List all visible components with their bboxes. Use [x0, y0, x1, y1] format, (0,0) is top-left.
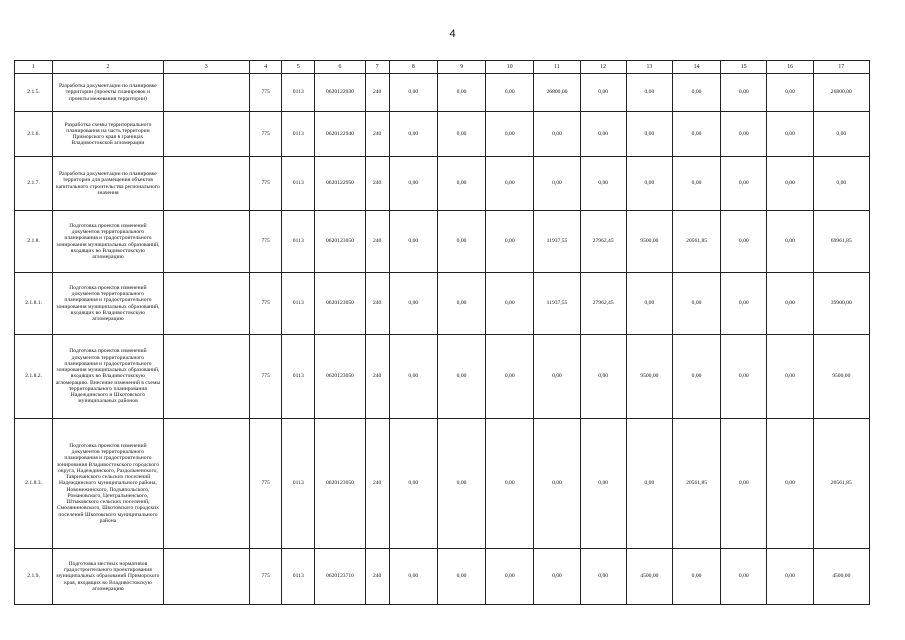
- value-col-11: 11937,55: [534, 211, 580, 273]
- value-col-8: 0,00: [389, 74, 437, 112]
- grbs-code: 775: [250, 74, 282, 112]
- value-col-15: 0,00: [721, 112, 767, 157]
- target-article-code: 0620122930: [315, 74, 365, 112]
- value-col-9: 0,00: [437, 273, 485, 335]
- table-body: [15, 74, 870, 605]
- grbs-code: 775: [250, 112, 282, 157]
- table-row: [15, 211, 870, 273]
- grbs-code: 775: [250, 211, 282, 273]
- value-col-11: 11937,55: [534, 273, 580, 335]
- table-row: [15, 273, 870, 335]
- column-header: 8: [389, 61, 437, 74]
- empty-cell: [163, 74, 249, 112]
- item-name: Подготовка проектов изменений документов территориального планирования и градостроительного зонирования муниципальных образований, входящих во Владивостокскую агломерацию: [53, 211, 164, 273]
- grbs-code: 775: [250, 273, 282, 335]
- expense-type-code: 240: [365, 112, 389, 157]
- row-number: 2.1.9.: [15, 549, 53, 605]
- value-col-10: 0,00: [486, 549, 534, 605]
- value-col-16: 0,00: [767, 157, 813, 211]
- expense-type-code: 240: [365, 419, 389, 549]
- row-number: 2.1.8.: [15, 211, 53, 273]
- grbs-code: 775: [250, 419, 282, 549]
- value-col-8: 0,00: [389, 273, 437, 335]
- target-article-code: 0620123710: [315, 549, 365, 605]
- total-value: 9500,00: [813, 335, 869, 419]
- column-header: 16: [767, 61, 813, 74]
- value-col-8: 0,00: [389, 112, 437, 157]
- table-row: [15, 549, 870, 605]
- value-col-15: 0,00: [721, 273, 767, 335]
- value-col-9: 0,00: [437, 112, 485, 157]
- target-article-code: 0620123050: [315, 419, 365, 549]
- expense-type-code: 240: [365, 273, 389, 335]
- section-code: 0113: [282, 419, 315, 549]
- column-header: 17: [813, 61, 869, 74]
- item-name: Подготовка проектов изменений документов территориального планирования и градостроительного зонирования муниципальных образований, входящих во Владивостокскую агломерацию: [53, 273, 164, 335]
- value-col-10: 0,00: [486, 211, 534, 273]
- value-col-16: 0,00: [767, 335, 813, 419]
- value-col-8: 0,00: [389, 211, 437, 273]
- value-col-14: 0,00: [672, 157, 720, 211]
- value-col-14: 0,00: [672, 335, 720, 419]
- section-code: 0113: [282, 335, 315, 419]
- item-name: Разработка документации по планировке территории (проекты планировок и проекты межевания территории): [53, 74, 164, 112]
- value-col-16: 0,00: [767, 419, 813, 549]
- value-col-16: 0,00: [767, 112, 813, 157]
- page-number: 4: [449, 28, 456, 40]
- row-number: 2.1.8.1.: [15, 273, 53, 335]
- header-row: [15, 61, 870, 74]
- value-col-11: 26800,00: [534, 74, 580, 112]
- value-col-15: 0,00: [721, 157, 767, 211]
- column-header: 3: [163, 61, 249, 74]
- grbs-code: 775: [250, 549, 282, 605]
- table-row: [15, 157, 870, 211]
- value-col-12: 0,00: [580, 419, 626, 549]
- item-name: Разработка схемы территориального планирования на часть территории Приморского края в границах Владивостокской агломерации: [53, 112, 164, 157]
- value-col-11: 0,00: [534, 549, 580, 605]
- value-col-9: 0,00: [437, 549, 485, 605]
- target-article-code: 0620123050: [315, 211, 365, 273]
- empty-cell: [163, 112, 249, 157]
- target-article-code: 0620123050: [315, 273, 365, 335]
- item-name: Подготовка местных нормативов градостроительного проектирования муниципальных образований Приморского края, входящих во Владивостокскую агломерацию: [53, 549, 164, 605]
- empty-cell: [163, 549, 249, 605]
- column-header: 11: [534, 61, 580, 74]
- section-code: 0113: [282, 549, 315, 605]
- expense-type-code: 240: [365, 157, 389, 211]
- column-header: 6: [315, 61, 365, 74]
- item-name: Подготовка проектов изменений документов территориального планирования и градостроительного зонирования Владивостокского городского округа, Надеждинского, Раздольненского, Тавричанского сельских поселений Надеждинского муниципального района, Новонежинского, Подъяпольского, Романовского, Центральненского, Штыковского сельских поселений, Смоляниновского, Шкотовского городских поселений Шкотовского муниципального района: [53, 419, 164, 549]
- row-number: 2.1.7.: [15, 157, 53, 211]
- value-col-12: 0,00: [580, 74, 626, 112]
- value-col-8: 0,00: [389, 157, 437, 211]
- budget-table: [14, 60, 870, 605]
- value-col-15: 0,00: [721, 549, 767, 605]
- column-header: 9: [437, 61, 485, 74]
- value-col-11: 0,00: [534, 112, 580, 157]
- section-code: 0113: [282, 273, 315, 335]
- value-col-9: 0,00: [437, 157, 485, 211]
- total-value: 0,00: [813, 157, 869, 211]
- expense-type-code: 240: [365, 335, 389, 419]
- expense-type-code: 240: [365, 211, 389, 273]
- item-name: Разработка документации по планировке территории для размещения объектов капитального строительства регионального значения: [53, 157, 164, 211]
- value-col-13: 0,00: [626, 273, 672, 335]
- empty-cell: [163, 419, 249, 549]
- column-header: 14: [672, 61, 720, 74]
- value-col-9: 0,00: [437, 335, 485, 419]
- value-col-14: 20561,85: [672, 211, 720, 273]
- grbs-code: 775: [250, 157, 282, 211]
- table-row: [15, 74, 870, 112]
- value-col-12: 0,00: [580, 335, 626, 419]
- value-col-16: 0,00: [767, 74, 813, 112]
- expense-type-code: 240: [365, 549, 389, 605]
- table-row: [15, 335, 870, 419]
- value-col-13: 4500,00: [626, 549, 672, 605]
- total-value: 69961,85: [813, 211, 869, 273]
- value-col-15: 0,00: [721, 74, 767, 112]
- value-col-8: 0,00: [389, 549, 437, 605]
- expense-type-code: 240: [365, 74, 389, 112]
- value-col-9: 0,00: [437, 419, 485, 549]
- column-header: 10: [486, 61, 534, 74]
- value-col-12: 27962,45: [580, 273, 626, 335]
- target-article-code: 0620122950: [315, 157, 365, 211]
- value-col-10: 0,00: [486, 157, 534, 211]
- column-header: 12: [580, 61, 626, 74]
- value-col-14: 20561,85: [672, 419, 720, 549]
- column-header: 13: [626, 61, 672, 74]
- total-value: 26800,00: [813, 74, 869, 112]
- value-col-15: 0,00: [721, 335, 767, 419]
- section-code: 0113: [282, 74, 315, 112]
- value-col-11: 0,00: [534, 335, 580, 419]
- empty-cell: [163, 211, 249, 273]
- value-col-13: 0,00: [626, 112, 672, 157]
- empty-cell: [163, 273, 249, 335]
- value-col-14: 0,00: [672, 549, 720, 605]
- value-col-9: 0,00: [437, 211, 485, 273]
- section-code: 0113: [282, 112, 315, 157]
- value-col-16: 0,00: [767, 549, 813, 605]
- value-col-13: 9500,00: [626, 335, 672, 419]
- section-code: 0113: [282, 157, 315, 211]
- value-col-10: 0,00: [486, 273, 534, 335]
- row-number: 2.1.8.3.: [15, 419, 53, 549]
- table-row: [15, 419, 870, 549]
- value-col-13: 0,00: [626, 419, 672, 549]
- value-col-15: 0,00: [721, 211, 767, 273]
- value-col-14: 0,00: [672, 112, 720, 157]
- column-header: 7: [365, 61, 389, 74]
- value-col-12: 27962,45: [580, 211, 626, 273]
- column-header: 1: [15, 61, 53, 74]
- value-col-16: 0,00: [767, 211, 813, 273]
- value-col-14: 0,00: [672, 273, 720, 335]
- value-col-10: 0,00: [486, 112, 534, 157]
- target-article-code: 0620122940: [315, 112, 365, 157]
- column-header: 5: [282, 61, 315, 74]
- value-col-12: 0,00: [580, 549, 626, 605]
- value-col-11: 0,00: [534, 157, 580, 211]
- total-value: 0,00: [813, 112, 869, 157]
- empty-cell: [163, 157, 249, 211]
- value-col-11: 0,00: [534, 419, 580, 549]
- table-row: [15, 112, 870, 157]
- section-code: 0113: [282, 211, 315, 273]
- grbs-code: 775: [250, 335, 282, 419]
- empty-cell: [163, 335, 249, 419]
- value-col-10: 0,00: [486, 74, 534, 112]
- row-number: 2.1.8.2.: [15, 335, 53, 419]
- value-col-10: 0,00: [486, 419, 534, 549]
- value-col-8: 0,00: [389, 419, 437, 549]
- column-header: 15: [721, 61, 767, 74]
- column-header: 2: [53, 61, 164, 74]
- value-col-14: 0,00: [672, 74, 720, 112]
- value-col-13: 0,00: [626, 157, 672, 211]
- total-value: 20561,85: [813, 419, 869, 549]
- item-name: Подготовка проектов изменений документов территориального планирования и градостроительного зонирования муниципальных образований, входящих во Владивостокскую агломерацию. Внесение изменений в схемы территориального планирования Надеждинского и Шкотовского муниципальных районов: [53, 335, 164, 419]
- row-number: 2.1.5.: [15, 74, 53, 112]
- value-col-13: 0,00: [626, 74, 672, 112]
- value-col-13: 9500,00: [626, 211, 672, 273]
- total-value: 39900,00: [813, 273, 869, 335]
- total-value: 4500,00: [813, 549, 869, 605]
- row-number: 2.1.6.: [15, 112, 53, 157]
- value-col-12: 0,00: [580, 112, 626, 157]
- value-col-10: 0,00: [486, 335, 534, 419]
- column-header: 4: [250, 61, 282, 74]
- value-col-12: 0,00: [580, 157, 626, 211]
- value-col-15: 0,00: [721, 419, 767, 549]
- value-col-9: 0,00: [437, 74, 485, 112]
- value-col-16: 0,00: [767, 273, 813, 335]
- target-article-code: 0620123050: [315, 335, 365, 419]
- value-col-8: 0,00: [389, 335, 437, 419]
